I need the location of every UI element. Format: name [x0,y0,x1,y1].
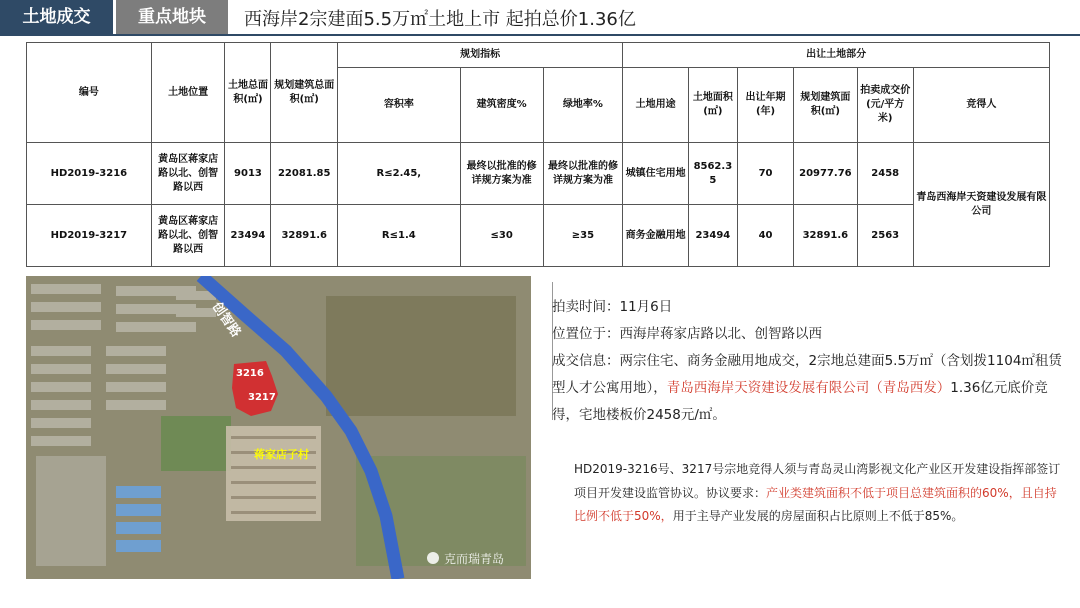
cell-unit-price: 2563 [857,205,913,267]
cell-green-ratio: ≥35 [543,205,623,267]
location-text: 位置位于：西海岸蒋家店路以北、创智路以西 [552,326,822,342]
header-winner: 竞得人 [913,68,1049,143]
header-land-area: 土地面积(㎡) [688,68,737,143]
cell-winner: 青岛西海岸天资建设发展有限公司 [913,143,1049,267]
map-graphic [26,276,531,579]
cell-planned-floor-area: 32891.6 [271,205,337,267]
deal-suffix: 1.36亿元底价竞得，宅地楼板价2458元/㎡。 [552,380,1048,423]
cell-plot-ratio: R≤1.4 [337,205,460,267]
header-term: 出让年期(年) [737,68,793,143]
header-id: 编号 [27,43,152,143]
cell-location: 黄岛区蒋家店路以北、创智路以西 [151,143,225,205]
cell-id: HD2019-3217 [27,205,152,267]
cell-term: 70 [737,143,793,205]
cell-floor-area: 32891.6 [794,205,857,267]
header-bar [0,0,1080,36]
cell-land-use: 商务金融用地 [623,205,688,267]
cell-land-area: 8562.35 [688,143,737,205]
cell-term: 40 [737,205,793,267]
tag-land-deal[interactable]: 土地成交 [0,0,113,34]
cell-green-ratio: 最终以批准的修详规方案为准 [543,143,623,205]
header-unit-price: 拍卖成交价(元/平方米) [857,68,913,143]
header-green-ratio: 绿地率% [543,68,623,143]
plot-3217-label: 3217 [248,392,276,403]
note-prefix: HD2019-3216号、3217号宗地竞得人须与青岛灵山湾影视文化产业区开发建设指挥部签订项目开发建设监管协议。协议要求： [574,462,1061,500]
cell-total-area: 9013 [225,143,271,205]
satellite-map[interactable] [26,276,531,579]
header-group-planning: 规划指标 [337,43,622,68]
deal-prefix: 成交信息：两宗住宅、商务金融用地成交，2宗地总建面5.5万㎡（含划拨1104㎡租赁型人才公寓用地）， [552,353,1062,396]
deal-text [552,348,1062,429]
plot-3216-label: 3216 [236,368,264,379]
page-title: 西海岸2宗建面5.5万㎡土地上市 起拍总价1.36亿 [244,9,636,30]
tag-key-plots[interactable]: 重点地块 [116,0,228,34]
auction-time: 拍卖时间：11月6日 [552,299,673,315]
road-label: 创智路 [208,299,244,341]
cell-plot-ratio: R≤2.45, [337,143,460,205]
header-plot-ratio: 容积率 [337,68,460,143]
wechat-icon [427,552,439,564]
cell-location: 黄岛区蒋家店路以北、创智路以西 [151,205,225,267]
header-building-density: 建筑密度% [460,68,543,143]
note-highlight: 产业类建筑面积不低于项目总建筑面积的60%，且自持比例不低于50%， [574,485,1057,523]
header-planned-floor-area: 规划建筑总面积(㎡) [271,43,337,143]
table-row [27,143,1050,205]
cell-land-area: 23494 [688,205,737,267]
map-watermark: 克而瑞青岛 [444,552,505,566]
header-divider [0,34,1080,36]
cell-building-density: ≤30 [460,205,543,267]
table-row [27,205,1050,267]
header-land-use: 土地用途 [623,68,688,143]
header-group-transfer: 出让土地部分 [623,43,1050,68]
cell-floor-area: 20977.76 [794,143,857,205]
land-table [26,42,1050,267]
header-floor-area: 规划建筑面积(㎡) [794,68,857,143]
cell-id: HD2019-3216 [27,143,152,205]
cell-unit-price: 2458 [857,143,913,205]
cell-building-density: 最终以批准的修详规方案为准 [460,143,543,205]
header-total-area: 土地总面积(㎡) [225,43,271,143]
cell-planned-floor-area: 22081.85 [271,143,337,205]
village-label: 蒋家店子村 [254,448,309,461]
deal-info [552,294,1062,429]
agreement-note [574,458,1064,529]
cell-land-use: 城镇住宅用地 [623,143,688,205]
cell-total-area: 23494 [225,205,271,267]
header-location: 土地位置 [151,43,225,143]
deal-winner: 青岛西海岸天资建设发展有限公司（青岛西发） [666,380,951,396]
note-suffix: 用于主导产业发展的房屋面积占比原则上不低于85%。 [672,509,964,523]
